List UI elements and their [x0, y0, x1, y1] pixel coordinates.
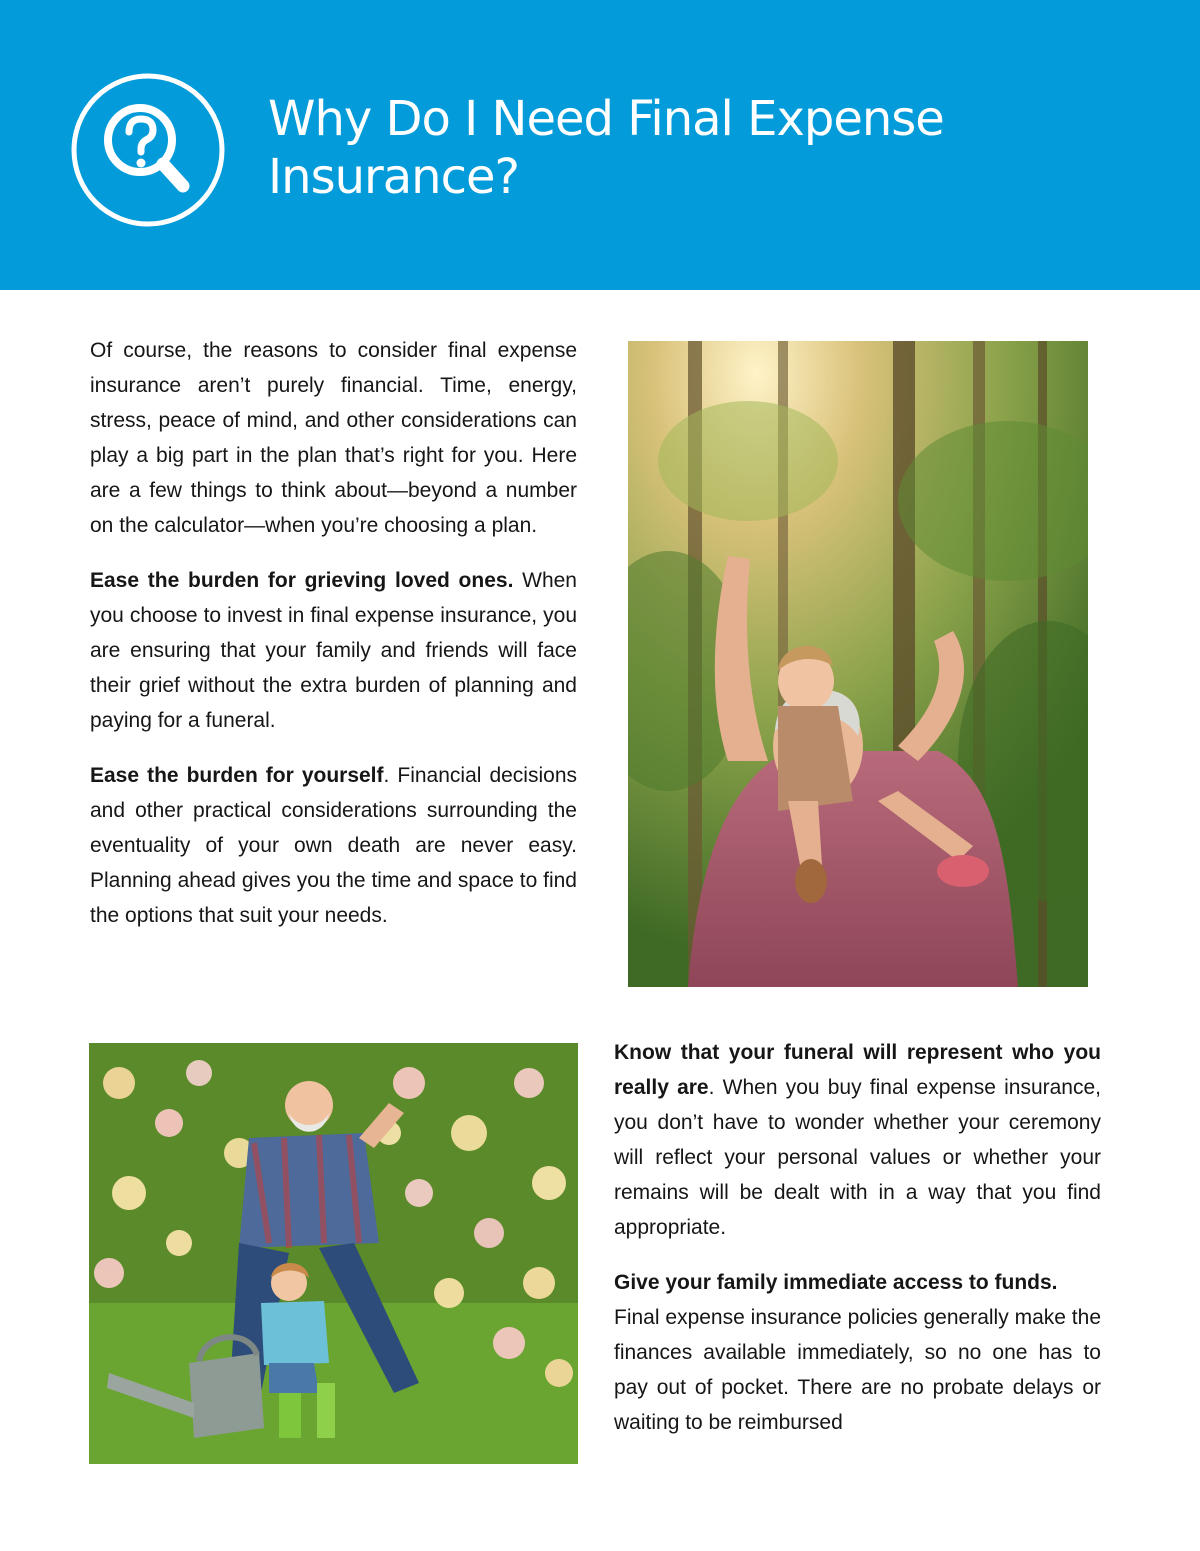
- right-column-text: [614, 1035, 1101, 1460]
- section-heading: Ease the burden for grieving loved ones.: [90, 569, 514, 592]
- section-heading: Know that your funeral will represent who you really are: [614, 1041, 1101, 1099]
- grandfather-carrying-granddaughter-photo: [628, 341, 1088, 987]
- garden-photo-illustration: [89, 1043, 578, 1464]
- section-body: When you choose to invest in final expense insurance, you are ensuring that your family and friends will face their grief without the extra burden of planning and paying for a funeral.: [90, 569, 577, 732]
- section-immediate-access-to-funds: [614, 1265, 1101, 1440]
- left-column-text: [90, 333, 577, 953]
- header-banner: [0, 0, 1200, 290]
- section-body: Final expense insurance policies generally make the finances available immediately, so no one has to pay out of pocket. There are no probate delays or waiting to be reimbursed: [614, 1306, 1101, 1434]
- question-magnifier-icon: [70, 70, 226, 230]
- section-ease-burden-yourself: [90, 758, 577, 933]
- section-ease-burden-loved-ones: [90, 563, 577, 738]
- forest-photo-illustration: [628, 341, 1088, 987]
- section-body: . When you buy final expense insurance, you don’t have to wonder whether your ceremony will reflect your personal values or whether your remains will be dealt with in a way that you find appropriate.: [614, 1076, 1101, 1239]
- intro-paragraph: Of course, the reasons to consider final expense insurance aren’t purely financial. Time, energy, stress, peace of mind, and other considerations can play a big part in the plan that’s right for you. Here are a few things to think about—beyond a number on the calculator—when you’re choosing a plan.: [90, 339, 577, 537]
- grandfather-grandson-gardening-photo: [89, 1043, 578, 1464]
- page-title: Why Do I Need Final Expense Insurance?: [268, 91, 944, 205]
- section-heading: Give your family immediate access to funds.: [614, 1271, 1058, 1294]
- section-funeral-represents-you: [614, 1035, 1101, 1245]
- section-heading: Ease the burden for yourself: [90, 764, 384, 787]
- section-body: . Financial decisions and other practical considerations surrounding the eventuality of your own death are never easy. Planning ahead gives you the time and space to find the options that suit your needs.: [90, 764, 577, 927]
